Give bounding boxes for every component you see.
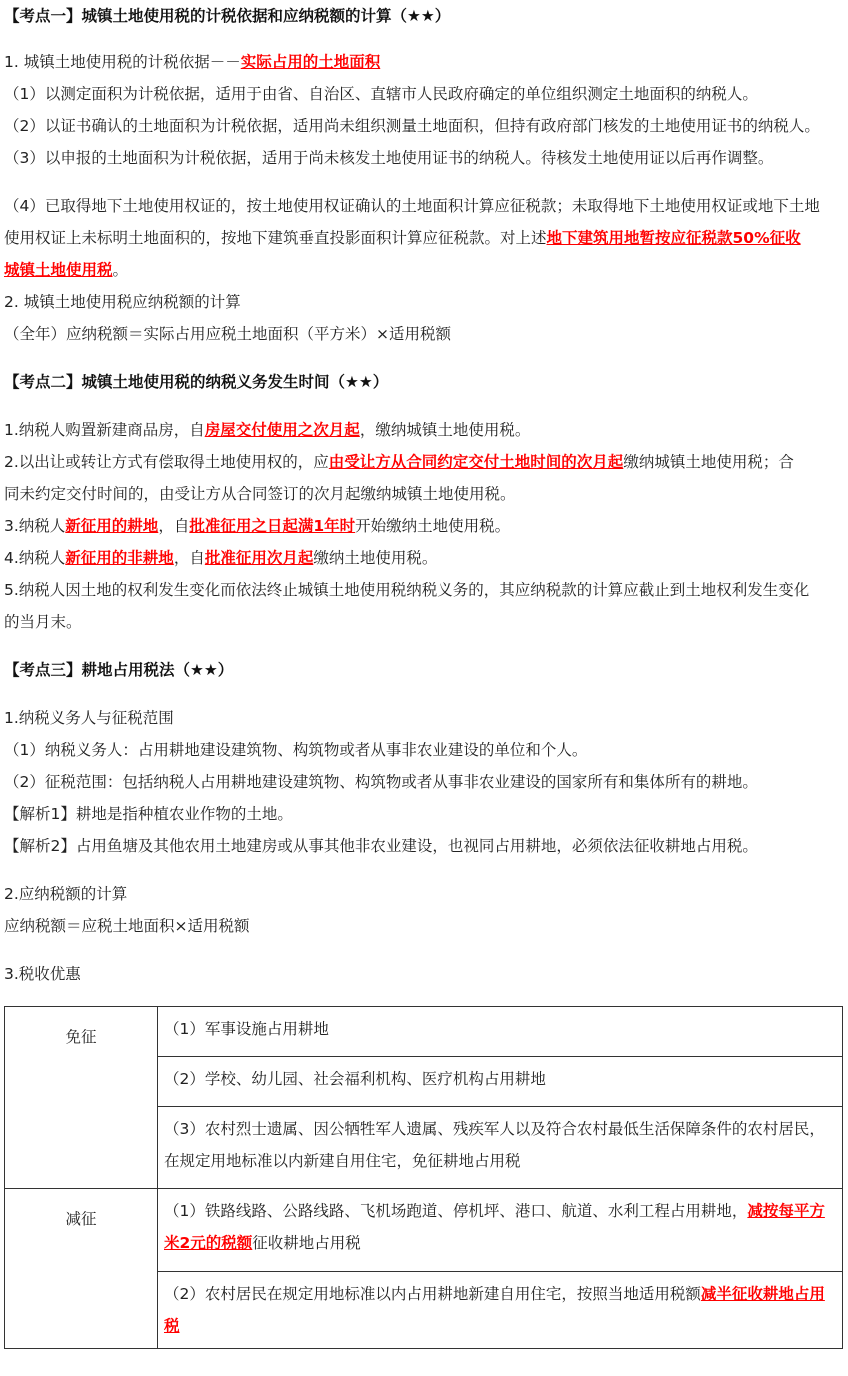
text-segment: 1.纳税义务人与征税范围	[4, 709, 174, 727]
text-segment: 【解析2】占用鱼塘及其他农用土地建房或从事其他非农业建设，也视同占用耕地，必须依法征收耕地占用税。	[4, 837, 758, 855]
text-segment: （2）征税范围：包括纳税人占用耕地建设建筑物、构筑物或者从事非农业建设的国家所有和集体所有的耕地。	[4, 773, 758, 791]
paragraph-line	[4, 804, 293, 824]
paragraph-line	[4, 548, 437, 568]
paragraph-line	[4, 196, 820, 216]
section-heading	[4, 660, 233, 680]
table-row	[5, 1189, 843, 1272]
text-segment: （2）以证书确认的土地面积为计税依据，适用尚未组织测量土地面积，但持有政府部门核发的土地使用证书的纳税人。	[4, 117, 820, 135]
highlighted-text: 地下建筑用地暂按应征税款50%征收	[546, 229, 801, 247]
text-segment: 缴纳城镇土地使用税；合	[623, 453, 794, 471]
paragraph-line	[4, 884, 127, 904]
paragraph-line	[4, 740, 587, 760]
paragraph-line	[4, 772, 758, 792]
text-segment: 【解析1】耕地是指种植农业作物的土地。	[4, 805, 293, 823]
text-segment: 2.应纳税额的计算	[4, 885, 128, 903]
text-segment: 2.以出让或转让方式有偿取得土地使用权的，应	[4, 453, 329, 471]
text-segment: （3）农村烈士遗属、因公牺牲军人遗属、残疾军人以及符合农村最低生活保障条件的农村居民，在规定用地标准以内新建自用住宅，免征耕地占用税	[164, 1120, 825, 1170]
text-segment: ，自	[158, 517, 190, 535]
text-segment: 1. 城镇土地使用税的计税依据－－	[4, 53, 241, 71]
paragraph-line	[4, 516, 510, 536]
relief-item-cell	[158, 1272, 843, 1349]
paragraph-line	[4, 452, 794, 472]
category-cell: 减征	[5, 1189, 158, 1349]
text-segment: 征收耕地占用税	[252, 1234, 361, 1252]
highlighted-text: 由受让方从合同约定交付土地时间的次月起	[328, 453, 624, 471]
highlighted-text: 新征用的非耕地	[65, 549, 174, 567]
paragraph-line	[4, 484, 516, 504]
text-segment: 【考点三】耕地占用税法（★★）	[4, 661, 234, 679]
highlighted-text: 批准征用之日起满1年时	[189, 517, 356, 535]
text-segment: （4）已取得地下土地使用权证的，按土地使用权证确认的土地面积计算应征税款；未取得地下土地使用权证或地下土地	[4, 197, 820, 215]
paragraph-line	[4, 260, 128, 280]
text-segment: 3.纳税人	[4, 517, 66, 535]
relief-item-cell	[158, 1107, 843, 1189]
text-segment: ，缴纳城镇土地使用税。	[359, 421, 531, 439]
highlighted-text: 新征用的耕地	[65, 517, 159, 535]
table-row	[5, 1007, 843, 1057]
text-segment: （1）军事设施占用耕地	[164, 1020, 329, 1038]
paragraph-line	[4, 324, 451, 344]
text-segment: 。	[112, 261, 129, 279]
text-segment: 3.税收优惠	[4, 965, 81, 983]
text-segment: （3）以申报的土地面积为计税依据，适用于尚未核发土地使用证书的纳税人。待核发土地使用证以后再作调整。	[4, 149, 774, 167]
paragraph-line	[4, 228, 801, 248]
paragraph-line	[4, 580, 809, 600]
section-heading	[4, 372, 388, 392]
highlighted-text: 实际占用的土地面积	[240, 53, 381, 71]
text-segment: 使用权证上未标明土地面积的，按地下建筑垂直投影面积计算应征税款。对上述	[4, 229, 547, 247]
paragraph-line	[4, 420, 530, 440]
text-segment: （1）铁路线路、公路线路、飞机场跑道、停机坪、港口、航道、水利工程占用耕地，	[164, 1202, 748, 1220]
paragraph-line	[4, 964, 81, 984]
highlighted-text: 房屋交付使用之次月起	[204, 421, 360, 439]
text-segment: 【考点二】城镇土地使用税的纳税义务发生时间（★★）	[4, 373, 389, 391]
section-heading	[4, 6, 450, 26]
text-segment: （2）学校、幼儿园、社会福利机构、医疗机构占用耕地	[164, 1070, 546, 1088]
text-segment: 【考点一】城镇土地使用税的计税依据和应纳税额的计算（★★）	[4, 7, 451, 25]
text-segment: （全年）应纳税额＝实际占用应税土地面积（平方米）×适用税额	[4, 325, 451, 343]
paragraph-line	[4, 116, 820, 136]
paragraph-line	[4, 148, 773, 168]
relief-item-cell	[158, 1057, 843, 1107]
paragraph-line	[4, 836, 758, 856]
text-segment: 的当月末。	[4, 613, 82, 631]
paragraph-line	[4, 612, 82, 632]
text-segment: 缴纳土地使用税。	[313, 549, 438, 567]
relief-item-cell	[158, 1189, 843, 1272]
paragraph-line	[4, 292, 241, 312]
text-segment: 4.纳税人	[4, 549, 66, 567]
paragraph-line	[4, 916, 250, 936]
highlighted-text: 减半征收耕地占用税	[164, 1285, 825, 1335]
highlighted-text: 减按每平方米2元的税额	[164, 1202, 825, 1252]
text-segment: 开始缴纳土地使用税。	[355, 517, 511, 535]
paragraph-line	[4, 708, 174, 728]
text-segment: （1）纳税义务人：占用耕地建设建筑物、构筑物或者从事非农业建设的单位和个人。	[4, 741, 588, 759]
relief-item-cell	[158, 1007, 843, 1057]
text-segment: 2. 城镇土地使用税应纳税额的计算	[4, 293, 241, 311]
text-segment: 5.纳税人因土地的权利发生变化而依法终止城镇土地使用税纳税义务的，其应纳税款的计算应截止到土地权利发生变化	[4, 581, 810, 599]
text-segment: 同未约定交付时间的，由受让方从合同签订的次月起缴纳城镇土地使用税。	[4, 485, 516, 503]
tax-relief-table	[4, 1006, 843, 1349]
paragraph-line	[4, 84, 758, 104]
highlighted-text: 城镇土地使用税	[4, 261, 113, 279]
text-segment: ，自	[173, 549, 205, 567]
highlighted-text: 批准征用次月起	[204, 549, 314, 567]
text-segment: （1）以测定面积为计税依据，适用于由省、自治区、直辖市人民政府确定的单位组织测定土地面积的纳税人。	[4, 85, 758, 103]
text-segment: （2）农村居民在规定用地标准以内占用耕地新建自用住宅，按照当地适用税额	[164, 1285, 701, 1303]
paragraph-line	[4, 52, 380, 72]
text-segment: 应纳税额＝应税土地面积×适用税额	[4, 917, 250, 935]
category-cell: 免征	[5, 1007, 158, 1189]
text-segment: 1.纳税人购置新建商品房，自	[4, 421, 205, 439]
